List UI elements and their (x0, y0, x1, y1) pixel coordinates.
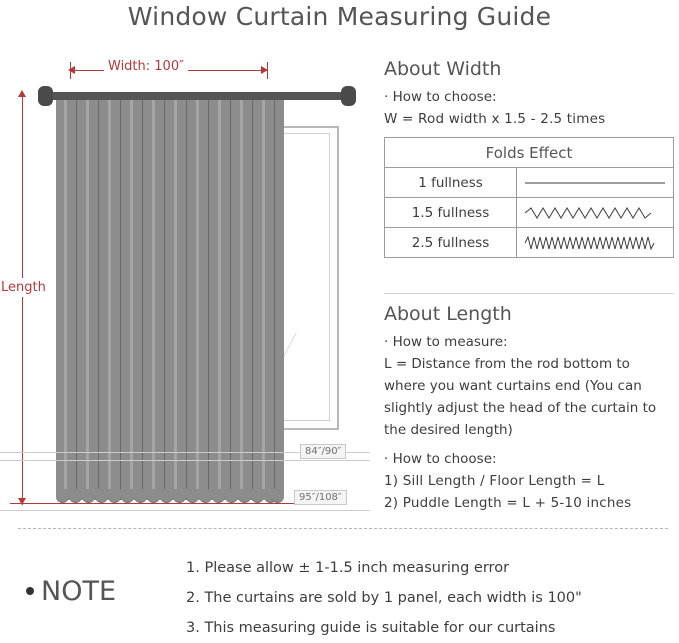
note-heading-text: NOTE (41, 576, 117, 607)
floor-reference-line-2 (0, 510, 370, 511)
wave-dense-icon (521, 235, 669, 251)
section-divider (384, 293, 674, 294)
length-measure-line (22, 93, 23, 505)
list-item: 3. This measuring guide is suitable for our curtains (186, 620, 556, 636)
about-length-section (384, 303, 674, 516)
floor-reference-line (10, 503, 310, 504)
floor-length-tag: 95″/108″ (294, 490, 347, 505)
width-label: Width: 100″ (104, 59, 188, 74)
length-arrow-up-icon (18, 90, 26, 97)
fullness-label-1: 1 fullness (385, 168, 517, 198)
curtain-panel (56, 100, 284, 500)
width-arrow-left-icon (68, 66, 75, 74)
about-width-section (384, 58, 674, 258)
fullness-label-2: 1.5 fullness (385, 198, 517, 228)
folds-table-header: Folds Effect (385, 138, 674, 168)
length-measure-line-2: where you want curtains end (You can (384, 378, 642, 394)
note-divider (18, 528, 668, 529)
table-header-row (385, 138, 674, 168)
fullness-label-3: 2.5 fullness (385, 228, 517, 258)
length-measure-line-3: slightly adjust the head of the curtain to (384, 400, 657, 416)
folds-effect-table (384, 137, 674, 258)
note-heading (26, 576, 116, 607)
curtain-hem (56, 489, 284, 503)
list-item: 2. The curtains are sold by 1 panel, each width is 100" (186, 590, 582, 606)
page-title: Window Curtain Measuring Guide (127, 2, 552, 31)
length-how-to-choose-label: · How to choose: (384, 451, 497, 467)
width-formula: W = Rod width x 1.5 - 2.5 times (384, 111, 606, 127)
fullness-effect-3 (517, 228, 674, 258)
table-row (385, 198, 674, 228)
sill-length-tag: 84″/90″ (300, 444, 346, 459)
curtain-rod-icon (38, 92, 356, 100)
length-choose-line-2: 2) Puddle Length = L + 5-10 inches (384, 495, 632, 511)
length-label: Length (1, 280, 46, 295)
rod-finial-right-icon (341, 86, 356, 106)
wave-medium-icon (521, 205, 669, 221)
sill-reference-line-2 (0, 460, 370, 461)
length-measure-line-1: L = Distance from the rod bottom to (384, 356, 630, 372)
curtain-illustration (0, 48, 370, 528)
length-measure-line-4: the desired length) (384, 422, 513, 438)
rod-finial-left-icon (38, 86, 53, 106)
list-item: 1. Please allow ± 1-1.5 inch measuring error (186, 560, 510, 576)
table-row (385, 228, 674, 258)
width-how-to-choose-label: · How to choose: (384, 89, 497, 105)
fullness-effect-2 (517, 198, 674, 228)
length-choose-line-1: 1) Sill Length / Floor Length = L (384, 473, 605, 489)
length-how-to-measure-label: · How to measure: (384, 334, 508, 350)
table-row (385, 168, 674, 198)
straight-line-icon (521, 175, 669, 191)
about-width-heading: About Width (384, 58, 502, 80)
bullet-dot-icon (26, 587, 34, 595)
fullness-effect-1 (517, 168, 674, 198)
note-list (186, 553, 666, 643)
width-arrow-right-icon (261, 66, 268, 74)
about-length-heading: About Length (384, 303, 512, 325)
